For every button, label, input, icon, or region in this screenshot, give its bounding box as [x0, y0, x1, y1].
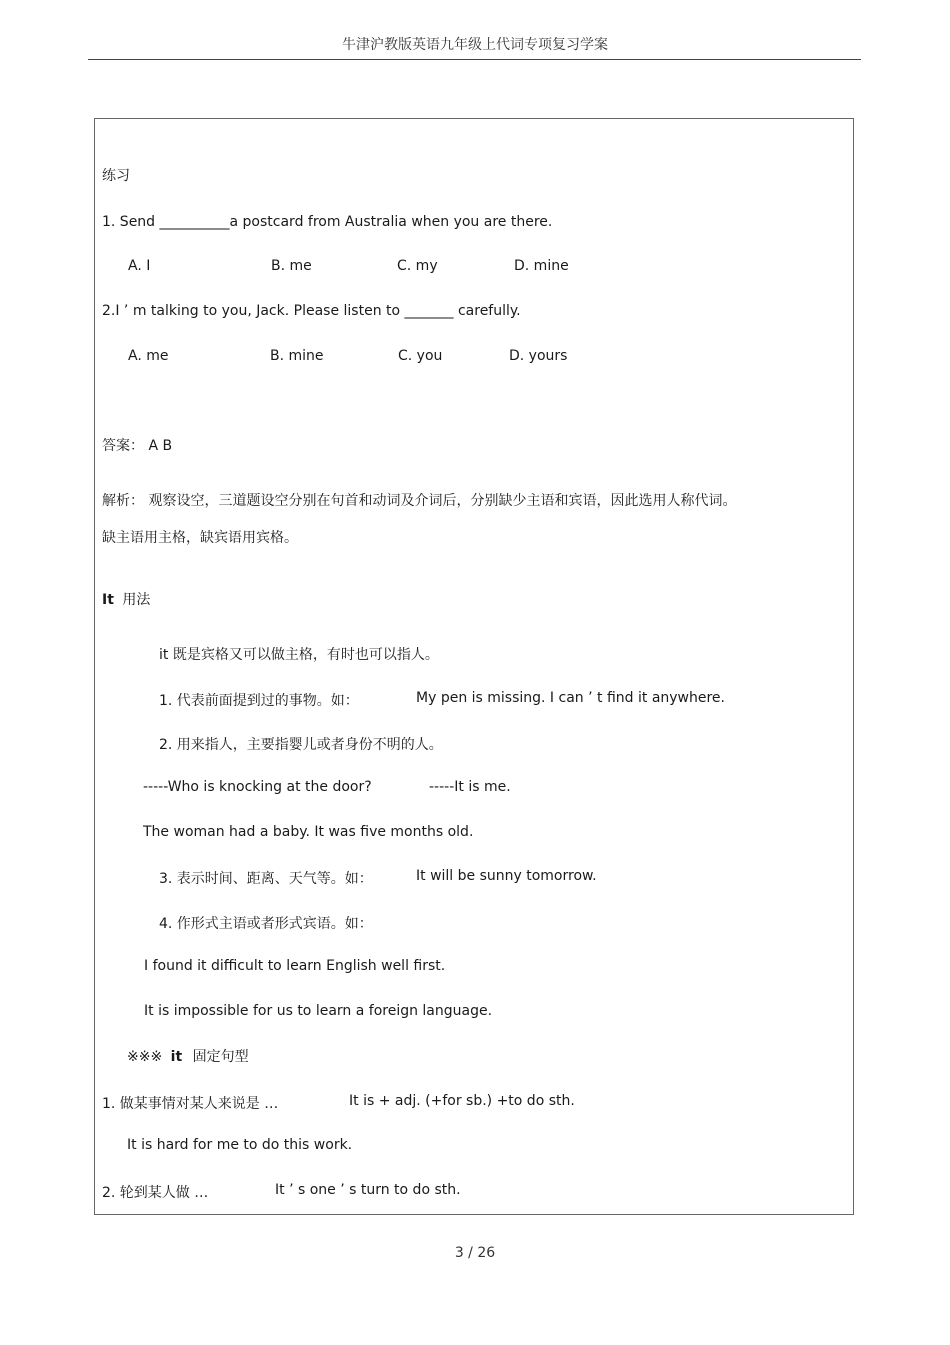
fixed-heading-rest: 固定句型: [192, 1049, 249, 1065]
item-2-cn: 2. 用来指人，主要指婴儿或者身份不明的人。: [159, 737, 443, 753]
item-1-en: My pen is missing. I can ’ t find it anywhere.: [416, 690, 725, 706]
q1-option-a: A. I: [128, 258, 151, 274]
pattern-1-cn: 1. 做某事情对某人来说是 …: [102, 1096, 279, 1112]
it-usage-heading: [102, 589, 150, 609]
q1-option-d: D. mine: [514, 258, 569, 274]
pattern-1-example: It is hard for me to do this work.: [127, 1137, 353, 1153]
item-3-en: It will be sunny tomorrow.: [416, 868, 597, 884]
example-1: I found it difficult to learn English well first.: [144, 958, 446, 974]
question-1-stem: 1. Send __________a postcard from Australia when you are there.: [102, 214, 553, 230]
item-1-cn: 1. 代表前面提到过的事物。如：: [159, 693, 359, 709]
example-2: It is impossible for us to learn a foreign language.: [144, 1003, 493, 1019]
it-usage-heading-rest: 用法: [122, 592, 151, 608]
answer-line: 答案： A B: [102, 438, 173, 454]
baby-example: The woman had a baby. It was five months old.: [143, 824, 474, 840]
item-4-cn: 4. 作形式主语或者形式宾语。如：: [159, 916, 373, 932]
pattern-2-cn: 2. 轮到某人做 …: [102, 1185, 209, 1201]
header-title: 牛津沪教版英语九年级上代词专项复习学案: [342, 37, 608, 53]
pattern-1-en: It is + adj. (+for sb.) +to do sth.: [349, 1093, 575, 1109]
q2-option-b: B. mine: [270, 348, 324, 364]
dialog-answer: -----It is me.: [429, 779, 511, 795]
page-number: 3 / 26: [454, 1245, 496, 1261]
fixed-prefix-marks: ※※※: [127, 1049, 163, 1065]
q1-option-c: C. my: [397, 258, 438, 274]
fixed-patterns-heading: [127, 1046, 249, 1066]
q2-option-d: D. yours: [509, 348, 568, 364]
it-intro: it 既是宾格又可以做主格，有时也可以指人。: [159, 647, 439, 663]
q2-option-a: A. me: [128, 348, 169, 364]
q2-option-c: C. you: [398, 348, 443, 364]
item-3-cn: 3. 表示时间、距离、天气等。如：: [159, 871, 373, 887]
q1-option-b: B. me: [271, 258, 312, 274]
dialog-question: -----Who is knocking at the door?: [143, 779, 372, 795]
analysis-line-1: 解析： 观察设空，三道题设空分别在句首和动词及介词后，分别缺少主语和宾语，因此选用人称代词。: [102, 493, 737, 509]
analysis-line-2: 缺主语用主格，缺宾语用宾格。: [102, 530, 298, 546]
it-usage-heading-bold: It: [102, 592, 114, 608]
fixed-heading-bold: it: [170, 1049, 183, 1065]
question-2-stem: 2.I ’ m talking to you, Jack. Please listen to _______ carefully.: [102, 303, 521, 319]
exercise-heading: 练习: [102, 168, 130, 184]
pattern-2-en: It ’ s one ’ s turn to do sth.: [275, 1182, 461, 1198]
header-divider: [88, 59, 861, 60]
